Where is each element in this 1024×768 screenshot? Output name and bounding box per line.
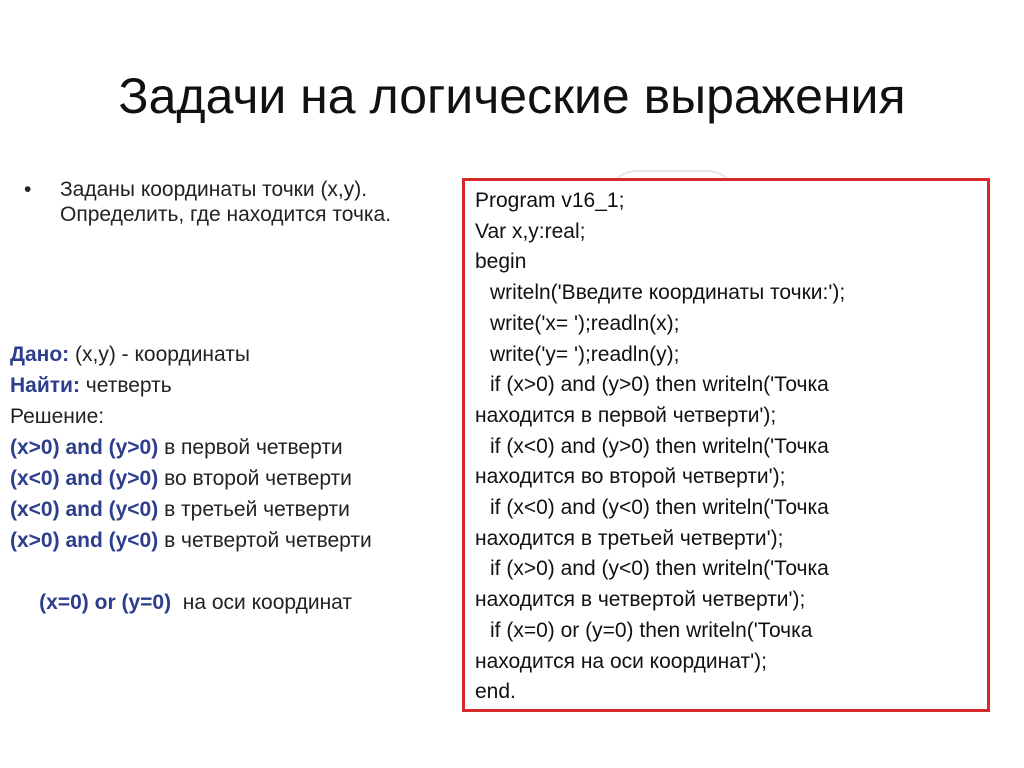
code-line: находится в первой четверти');: [475, 403, 777, 427]
code-line: if (x=0) or (y=0) then writeln('Точка: [490, 618, 813, 642]
code-line: begin: [475, 250, 527, 274]
code-line: Var x,y:real;: [475, 219, 586, 243]
code-box: [462, 178, 990, 712]
code-line: находится в четвертой четверти');: [475, 588, 806, 612]
case-result: в третьей четверти: [158, 498, 350, 521]
task-statement: Заданы координаты точки (x,y). Определить, где находится точка.: [60, 178, 392, 226]
case-condition: (x<0) and (y>0): [10, 467, 159, 490]
case-result: на оси координат: [171, 591, 352, 614]
case-condition: (x=0) or (y=0): [33, 591, 172, 614]
case-line: [10, 525, 460, 556]
code-line: if (x>0) and (y<0) then writeln('Точка: [490, 557, 829, 581]
solution-label: Решение:: [10, 405, 105, 428]
find-line: [10, 370, 460, 401]
code-line: находится во второй четверти');: [475, 465, 786, 489]
bullet-dot: •: [24, 178, 32, 201]
case-line: [10, 556, 460, 614]
case-line: [10, 463, 460, 494]
case-condition: (x>0) and (y>0): [10, 436, 159, 459]
slide-title: Задачи на логические выражения: [118, 68, 906, 124]
task-bullet: [24, 177, 404, 227]
case-result: во второй четверти: [158, 467, 352, 490]
code-line: write('y= ');readln(y);: [490, 342, 680, 366]
case-result: в четвертой четверти: [158, 529, 372, 552]
code-line: if (x>0) and (y>0) then writeln('Точка: [490, 373, 829, 397]
code-line: writeln('Введите координаты точки:');: [490, 281, 846, 305]
code-line: if (x<0) and (y<0) then writeln('Точка: [490, 496, 829, 520]
given-label: Дано:: [10, 343, 70, 366]
given-line: [10, 339, 460, 370]
code-line: if (x<0) and (y>0) then writeln('Точка: [490, 434, 829, 458]
code-line: write('x= ');readln(x);: [490, 311, 680, 335]
find-text: четверть: [79, 374, 172, 397]
case-condition: (x<0) and (y<0): [10, 498, 159, 521]
case-condition: (x>0) and (y<0): [10, 529, 159, 552]
code-line: находится на оси координат');: [475, 649, 767, 673]
case-result: в первой четверти: [158, 436, 343, 459]
code-line: Program v16_1;: [475, 189, 625, 212]
code-line: end.: [475, 680, 516, 704]
given-text: (x,y) - координаты: [69, 343, 250, 366]
solution-block: [10, 339, 460, 614]
code-line: находится в третьей четверти');: [475, 526, 784, 550]
case-line: [10, 494, 460, 525]
case-line: [10, 432, 460, 463]
find-label: Найти:: [10, 374, 80, 397]
